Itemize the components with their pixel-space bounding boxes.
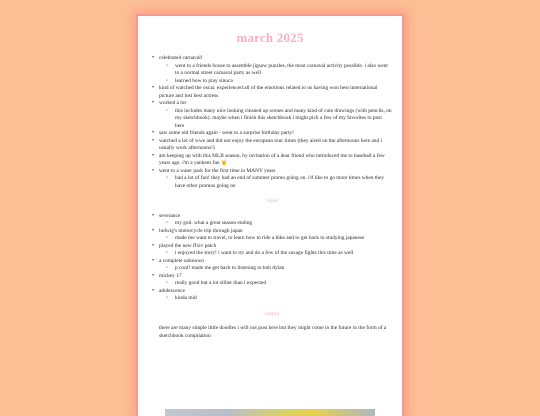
sub-list-item: ◦ my god. what a great season ending	[166, 220, 392, 228]
input-heading: input	[266, 198, 278, 204]
list-item: • worked a lot	[152, 100, 392, 108]
list-item: • severance	[152, 213, 392, 221]
list-item: • mickey 17	[152, 273, 392, 281]
sub-list-item: ◦ learned how to play sinuca	[166, 78, 392, 86]
output-paragraph: there are many simple little doodles i will not post here but they might come in the future in the form of a sketchbook compilation	[159, 325, 387, 339]
list-item: • am keeping up with this MLB season, by invitation of a dear friend who introduced me to baseball a few years ago. i'm a yankees fan 🤘	[152, 153, 392, 168]
sub-list-item: ◦ had a lot of fun! they had an end of summer promo going on. i'd like to go more times when they have other promos going on	[166, 175, 392, 190]
list-item: • celebrated carnaval!	[152, 55, 392, 63]
sub-list-item: ◦ p cool! made me get back to listening to bob dylan	[166, 265, 392, 273]
sketchbook-photo	[165, 409, 375, 416]
output-heading: output	[264, 310, 280, 317]
list-item: • a complete unknown	[152, 258, 392, 266]
list-item: • watched a lot of wwe and did not enjoy the european tour times (they aired on the afternoons here and i usually work afternoons!)	[152, 138, 392, 153]
list-item: • adolescence	[152, 288, 392, 296]
post-card	[138, 16, 402, 416]
march-list	[152, 55, 392, 190]
list-item: • went to a water park for the first time in MANY years	[152, 168, 392, 176]
list-item: • played the new ffxiv patch	[152, 243, 392, 251]
sub-list-item: ◦ this includes many nice looking cleaned up scenes and many kind of cute drawings (with pencils, on my sketchbook). maybe when i finish this sketchbook i might pick a few of my favorites to post here	[166, 108, 392, 131]
sub-list-item: ◦ went to a friends house to assemble jigsaw puzzles, the most carnaval activity possible. i also went to a normal street carnaval party as well	[166, 63, 392, 78]
list-item: • kind of watched the oscar. experienced all of the emotions related to us having won best international picture and lost best actress	[152, 85, 392, 100]
sub-list-item: ◦ i enjoyed the story! i want to try and do a few of the savage fights this time as well	[166, 250, 392, 258]
post-title: march 2025	[236, 30, 304, 45]
sub-list-item: ◦ really good but a lot sillier than i expected	[166, 280, 392, 288]
list-item: • ludwig's motorcycle trip through japan	[152, 228, 392, 236]
post-content	[138, 55, 402, 340]
sub-list-item: ◦ made me want to travel, to learn how to ride a bike and to get back to studying japanese	[166, 235, 392, 243]
input-list	[152, 213, 392, 303]
sub-list-item: ◦ kinda mid	[166, 295, 392, 303]
list-item: • saw some old friends again - went to a surprise birthday party!	[152, 130, 392, 138]
